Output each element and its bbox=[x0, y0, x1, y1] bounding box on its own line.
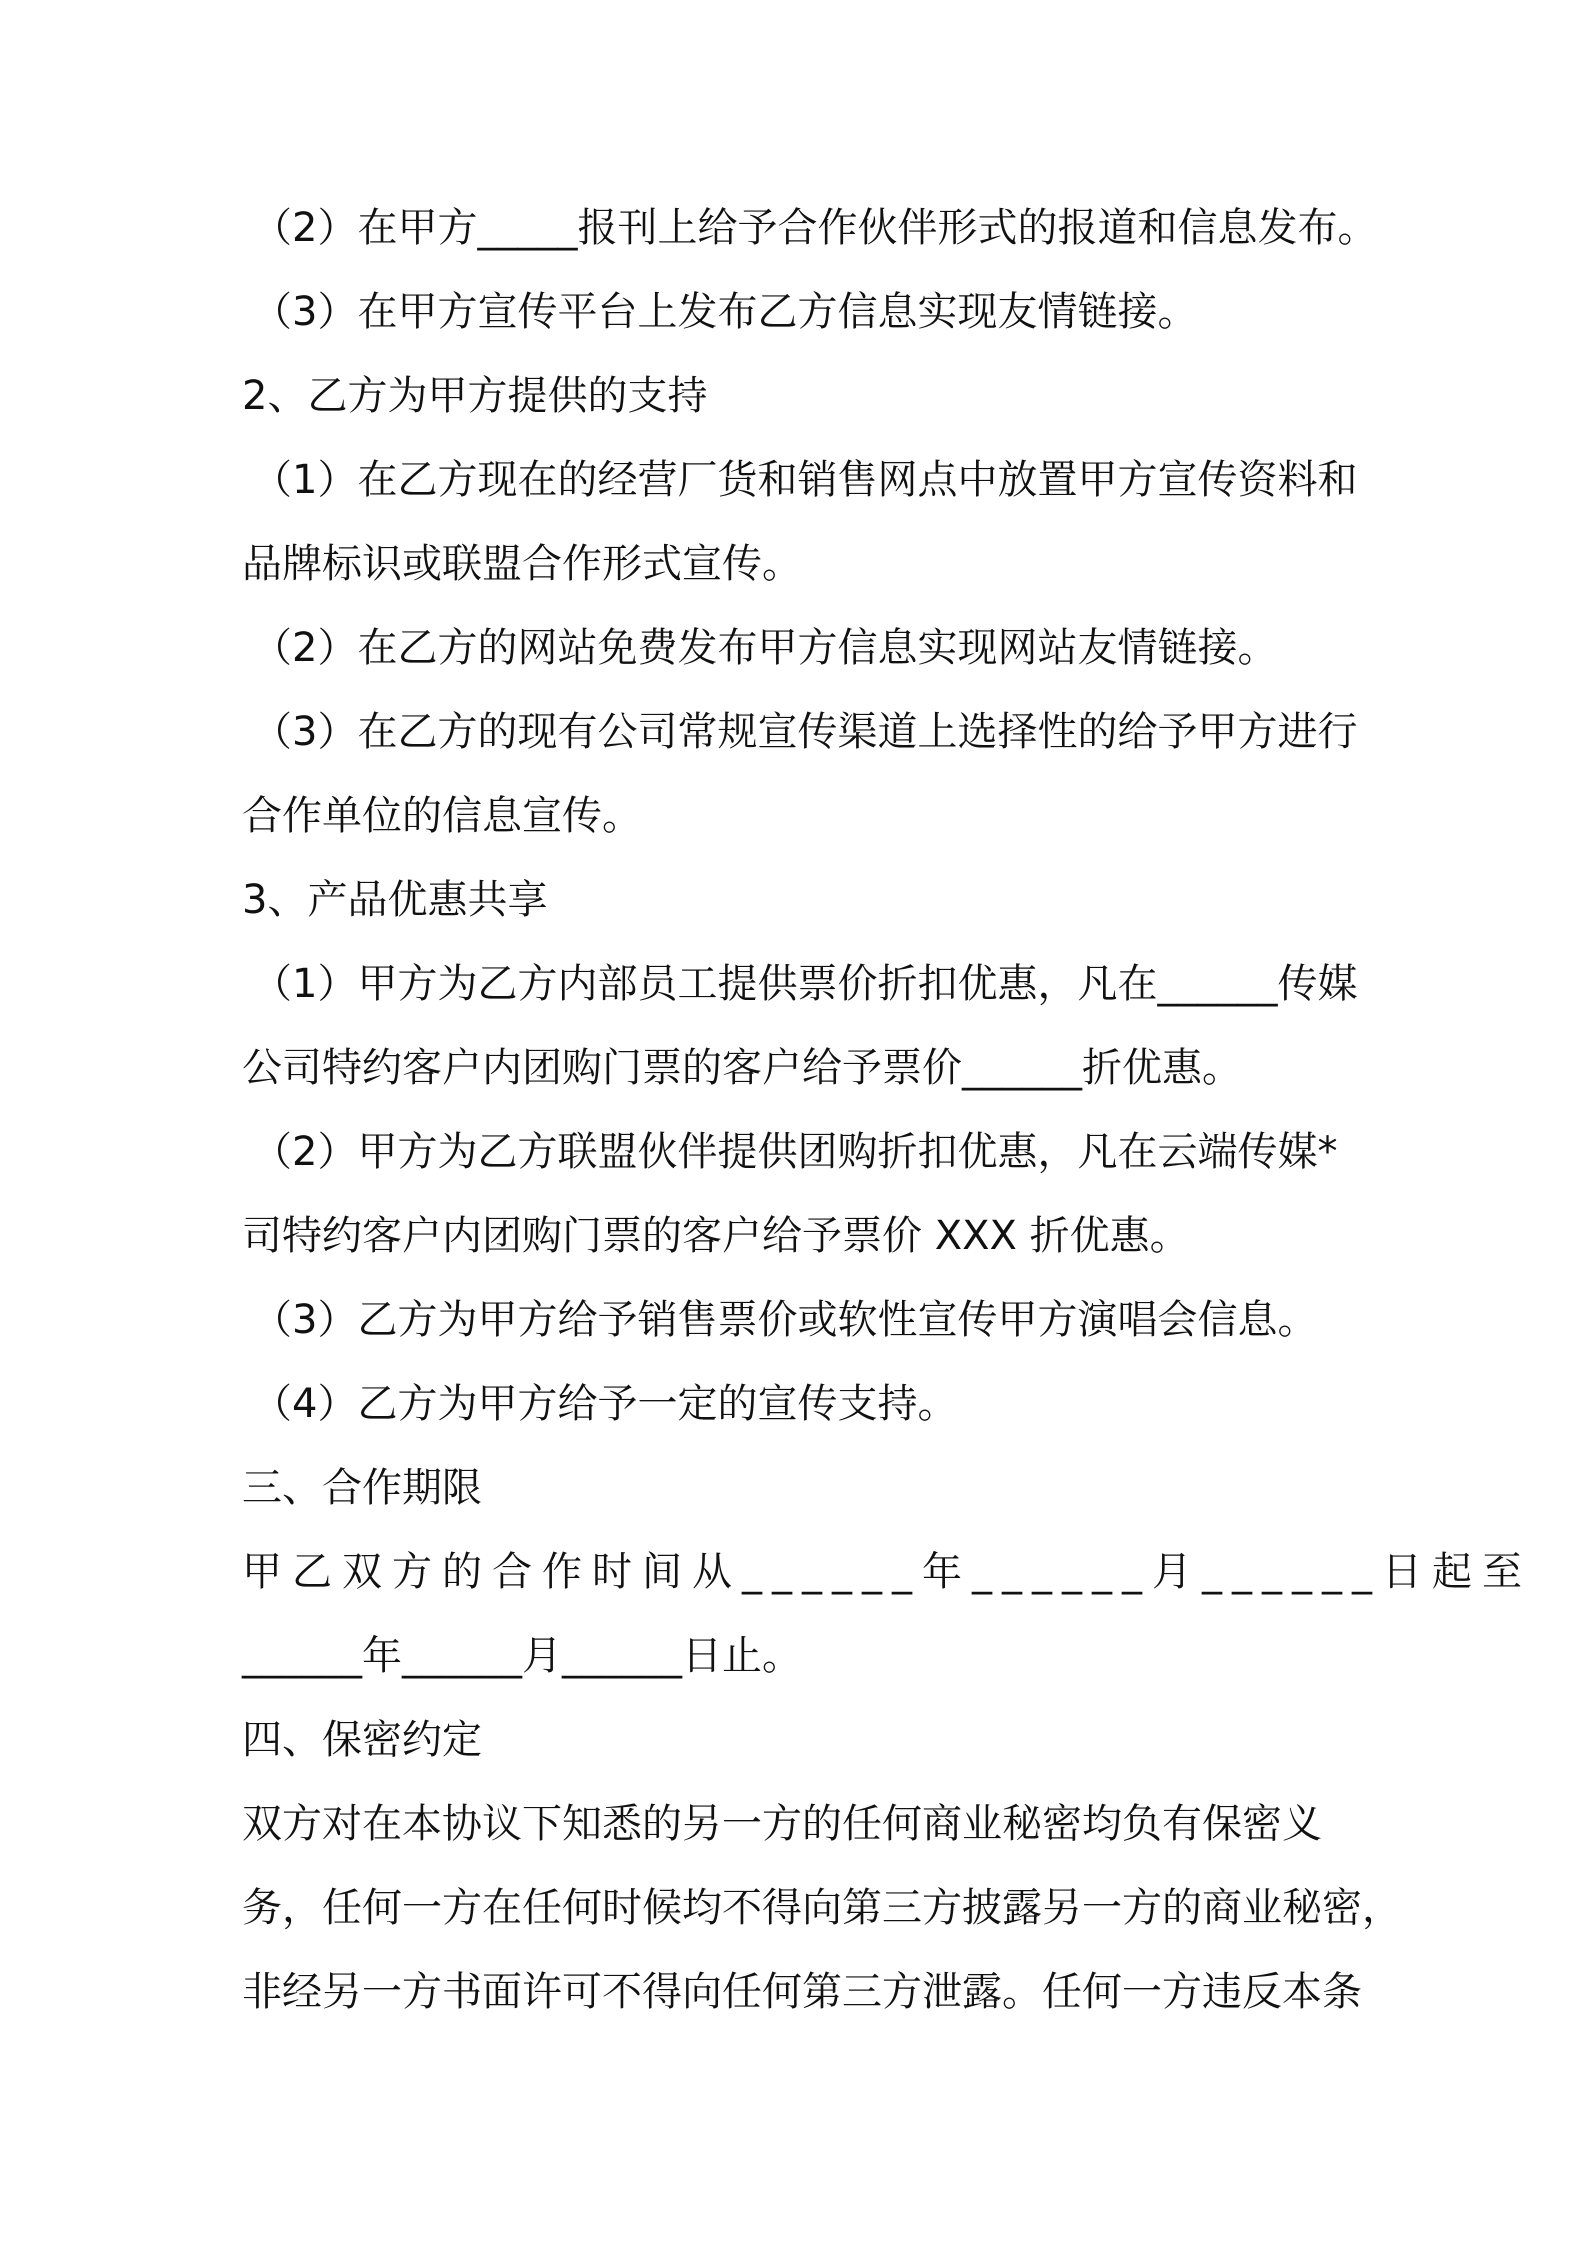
cooperation-term-line-1: 甲乙双方的合作时间从______年______月______日起至 bbox=[242, 1549, 1532, 1595]
clause-item-3-2-line-1: （2）甲方为乙方联盟伙伴提供团购折扣优惠，凡在云端传媒* bbox=[252, 1129, 1338, 1175]
clause-item-3-1-line-2: 公司特约客户内团购门票的客户给予票价______折优惠。 bbox=[242, 1045, 1242, 1091]
cooperation-term-line-2: ______年______月______日止。 bbox=[242, 1633, 802, 1679]
clause-item-2b-2: （2）在乙方的网站免费发布甲方信息实现网站友情链接。 bbox=[252, 625, 1278, 671]
clause-item-3-3: （3）乙方为甲方给予销售票价或软性宣传甲方演唱会信息。 bbox=[252, 1297, 1318, 1343]
clause-item-2b-1-line-1: （1）在乙方现在的经营厂货和销售网点中放置甲方宣传资料和 bbox=[252, 457, 1358, 503]
confidentiality-line-1: 双方对在本协议下知悉的另一方的任何商业秘密均负有保密义 bbox=[242, 1801, 1322, 1847]
clause-item-3-2-line-2: 司特约客户内团购门票的客户给予票价 XXX 折优惠。 bbox=[242, 1213, 1190, 1259]
clause-item-2-2: （2）在甲方_____报刊上给予合作伙伴形式的报道和信息发布。 bbox=[252, 205, 1378, 251]
section-heading-confidentiality: 四、保密约定 bbox=[242, 1717, 482, 1763]
confidentiality-line-2: 务，任何一方在任何时候均不得向第三方披露另一方的商业秘密， bbox=[242, 1885, 1402, 1931]
clause-item-3-4: （4）乙方为甲方给予一定的宣传支持。 bbox=[252, 1381, 958, 1427]
clause-item-2b-3-line-1: （3）在乙方的现有公司常规宣传渠道上选择性的给予甲方进行 bbox=[252, 709, 1358, 755]
confidentiality-line-3: 非经另一方书面许可不得向任何第三方泄露。任何一方违反本条 bbox=[242, 1969, 1362, 2015]
clause-item-2b-3-line-2: 合作单位的信息宣传。 bbox=[242, 793, 642, 839]
section-heading-cooperation-term: 三、合作期限 bbox=[242, 1465, 482, 1511]
clause-item-2b-1-line-2: 品牌标识或联盟合作形式宣传。 bbox=[242, 541, 802, 587]
clause-item-2-3: （3）在甲方宣传平台上发布乙方信息实现友情链接。 bbox=[252, 289, 1198, 335]
section-heading-3: 3、产品优惠共享 bbox=[242, 877, 548, 923]
section-heading-2: 2、乙方为甲方提供的支持 bbox=[242, 373, 708, 419]
clause-item-3-1-line-1: （1）甲方为乙方内部员工提供票价折扣优惠，凡在______传媒 bbox=[252, 961, 1358, 1007]
